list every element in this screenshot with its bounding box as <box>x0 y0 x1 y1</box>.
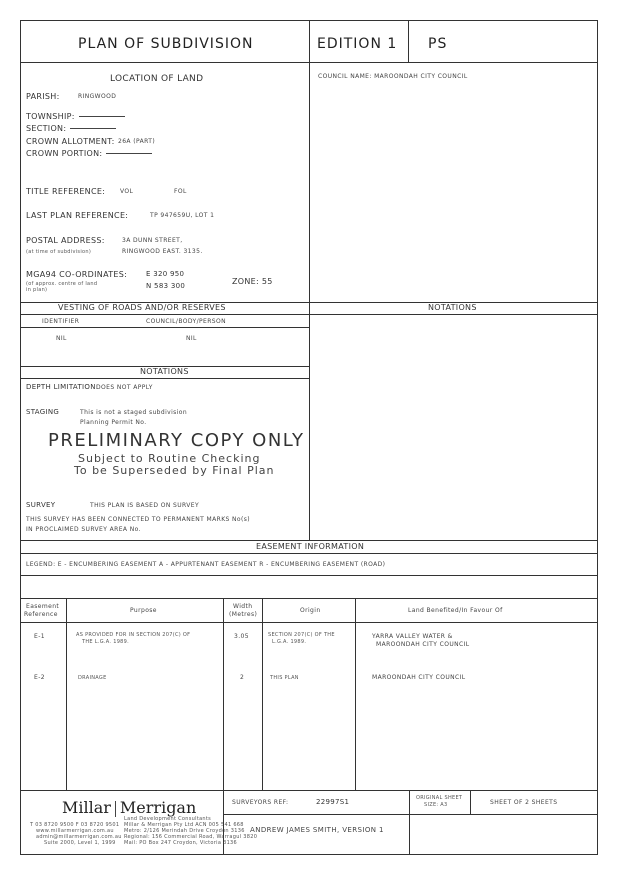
sheet-count: SHEET OF 2 SHEETS <box>490 799 558 806</box>
preliminary-copy-heading: PRELIMINARY COPY ONLY <box>48 430 305 451</box>
last-plan-value: TP 947659U, LOT 1 <box>150 212 215 219</box>
footer-divider-1 <box>223 790 224 855</box>
vesting-col-identifier: IDENTIFIER <box>42 318 80 325</box>
postal-address-line2: RINGWOOD EAST. 3135. <box>122 248 203 255</box>
row2-width: 2 <box>240 674 245 681</box>
notations-right-heading: NOTATIONS <box>428 303 477 312</box>
survey-label: SURVEY <box>26 501 56 509</box>
surveyors-ref-label: SURVEYORS REF: <box>232 799 289 806</box>
table-col-line-3 <box>262 598 263 790</box>
col-ref-2: Reference <box>24 611 58 618</box>
postal-address-note: (at time of subdivision) <box>26 249 92 255</box>
vesting-col-body: COUNCIL/BODY/PERSON <box>146 318 227 325</box>
notations-heading-rule <box>20 378 309 379</box>
council-name: COUNCIL NAME: MAROONDAH CITY COUNCIL <box>318 73 468 80</box>
col-ref-1: Easement <box>26 603 60 610</box>
row1-origin-1: SECTION 207(C) OF THE <box>268 632 335 638</box>
footer-right-rule <box>409 814 598 815</box>
original-sheet-size: SIZE: A3 <box>424 802 448 808</box>
table-col-line-4 <box>355 598 356 790</box>
depth-limitation-value: DOES NOT APPLY <box>96 384 153 391</box>
footer-mid-rule <box>223 814 409 815</box>
footer-divider-2 <box>409 790 410 855</box>
row1-ref: E-1 <box>34 633 45 640</box>
title-reference-fol: FOL <box>174 188 187 195</box>
footer-contact-3: admin@millarmerrigan.com.au <box>36 834 122 840</box>
legend-bottom-rule <box>20 575 598 576</box>
title-reference-label: TITLE REFERENCE: <box>26 187 106 196</box>
township-field: TOWNSHIP: <box>26 112 125 121</box>
footer-divider-3 <box>470 790 471 814</box>
notations-heading: NOTATIONS <box>140 367 189 376</box>
row1-purpose-1: AS PROVIDED FOR IN SECTION 207(C) OF <box>76 632 191 638</box>
staging-label: STAGING <box>26 408 60 416</box>
parish-value: RINGWOOD <box>78 93 117 100</box>
footer-contact-4: Suite 2000, Level 1, 1999 <box>44 840 116 846</box>
mga-zone: ZONE: 55 <box>232 277 273 286</box>
mga-easting: E 320 950 <box>146 270 185 278</box>
footer-address-1: Millar & Merrigan Pty Ltd ACN 005 541 668 <box>124 822 244 828</box>
footer-address-4: Mail: PO Box 247 Croydon, Victoria 3136 <box>124 840 238 846</box>
postal-address-label: POSTAL ADDRESS: <box>26 236 105 245</box>
postal-address-line1: 3A DUNN STREET, <box>122 237 183 244</box>
staging-line-2: Planning Permit No. <box>80 419 147 426</box>
header-divider-2 <box>408 20 409 62</box>
row2-purpose-1: DRAINAGE <box>78 675 107 681</box>
depth-limitation-label: DEPTH LIMITATION: <box>26 383 99 391</box>
mga-note-2: in plan) <box>26 287 48 293</box>
row1-purpose-2: THE L.G.A. 1989. <box>82 639 130 645</box>
row2-ref: E-2 <box>34 674 45 681</box>
millar-merrigan-logo: Millar Merrigan <box>62 798 197 817</box>
footer-contact-1: T 03 8720 9500 F 03 8720 9501 <box>30 822 120 828</box>
easement-heading-rule <box>20 553 598 554</box>
col-origin: Origin <box>300 607 321 614</box>
header-divider-1 <box>309 20 310 62</box>
parish-label: PARISH: <box>26 92 60 101</box>
easement-heading: EASEMENT INFORMATION <box>256 542 365 551</box>
original-sheet-label: ORIGINAL SHEET <box>416 795 463 801</box>
section-field: SECTION: <box>26 124 116 133</box>
last-plan-label: LAST PLAN REFERENCE: <box>26 211 129 220</box>
row1-benefit-1: YARRA VALLEY WATER & <box>372 633 453 640</box>
crown-portion-field: CROWN PORTION: <box>26 149 152 158</box>
location-heading: LOCATION OF LAND <box>110 74 204 84</box>
footer-address-3: Regional: 156 Commercial Road, Warragul 3820 <box>124 834 258 840</box>
footer-contact-2: www.millarmerrigan.com.au <box>36 828 114 834</box>
row1-benefit-2: MAROONDAH CITY COUNCIL <box>376 641 470 648</box>
easement-top-rule <box>20 540 598 541</box>
col-width-1: Width <box>233 603 253 610</box>
edition-label: EDITION 1 <box>317 36 398 52</box>
table-top-rule <box>20 598 598 599</box>
crown-allotment-value: 26A (PART) <box>118 138 156 145</box>
ps-label: PS <box>428 36 448 52</box>
preliminary-subtext-2: To be Superseded by Final Plan <box>74 464 275 477</box>
survey-line-2: THIS SURVEY HAS BEEN CONNECTED TO PERMANENT MARKS No(s) <box>26 516 251 523</box>
table-header-rule <box>20 622 598 623</box>
vesting-heading: VESTING OF ROADS AND/OR RESERVES <box>58 303 226 312</box>
plan-title: PLAN OF SUBDIVISION <box>78 36 254 52</box>
row1-origin-2: L.G.A. 1989. <box>272 639 307 645</box>
surveyor-name: ANDREW JAMES SMITH, VERSION 1 <box>250 826 384 834</box>
mga-label: MGA94 CO-ORDINATES: <box>26 270 128 279</box>
vesting-body-value: NIL <box>186 335 197 342</box>
preliminary-subtext-1: Subject to Routine Checking <box>78 452 261 465</box>
row2-benefit-1: MAROONDAH CITY COUNCIL <box>372 674 466 681</box>
crown-allotment-label: CROWN ALLOTMENT: <box>26 137 115 146</box>
footer-top-rule <box>20 790 598 791</box>
mga-northing: N 583 300 <box>146 282 186 290</box>
vesting-col-rule <box>20 327 309 328</box>
table-col-line-1 <box>66 598 67 790</box>
col-purpose: Purpose <box>130 607 157 614</box>
survey-value: THIS PLAN IS BASED ON SURVEY <box>90 502 200 509</box>
vesting-identifier-value: NIL <box>56 335 67 342</box>
col-width-2: (Metres) <box>229 611 258 618</box>
staging-line-1: This is not a staged subdivision <box>80 409 188 416</box>
row1-width: 3.05 <box>234 633 249 640</box>
row2-origin-1: THIS PLAN <box>270 675 299 681</box>
footer-address-2: Metro: 2/126 Merindah Drive Croydon 3136 <box>124 828 245 834</box>
col-benefit: Land Benefited/In Favour Of <box>408 607 503 614</box>
footer-tagline: Land Development Consultants <box>124 816 212 822</box>
vesting-heading-rule <box>20 314 598 315</box>
table-col-line-2 <box>223 598 224 790</box>
column-divider <box>309 62 310 540</box>
surveyors-ref-value: 22997S1 <box>316 798 350 806</box>
easement-legend: LEGEND: E - ENCUMBERING EASEMENT A - APPURTENANT EASEMENT R - ENCUMBERING EASEMENT (ROAD) <box>26 561 386 568</box>
survey-line-3: IN PROCLAIMED SURVEY AREA No. <box>26 526 141 533</box>
mga-note-1: (of approx. centre of land <box>26 281 98 287</box>
title-reference-vol: VOL <box>120 188 134 195</box>
